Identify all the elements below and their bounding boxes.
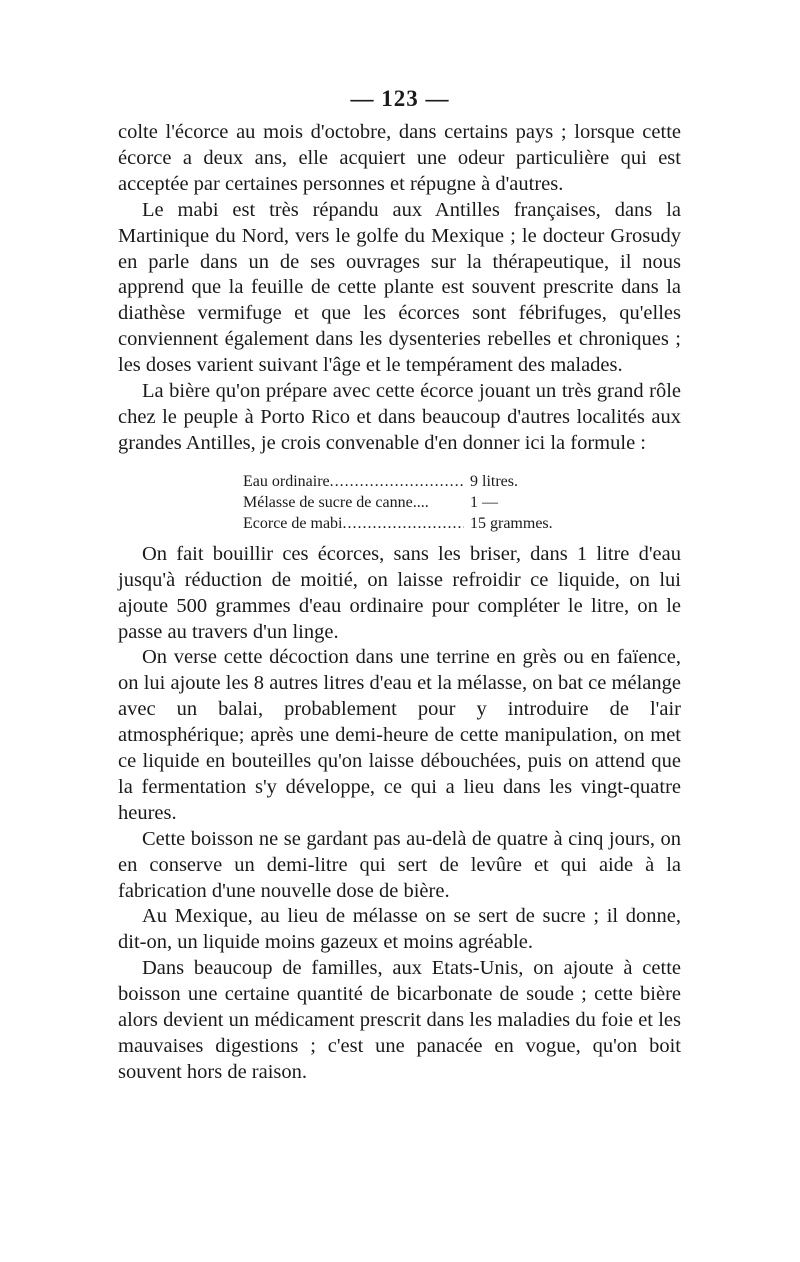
ingredient-name: Ecorce de mabi	[243, 514, 343, 532]
formula-row	[243, 513, 558, 534]
paragraph: Cette boisson ne se gardant pas au-delà de quatre à cinq jours, on en conserve un demi-litre qui sert de levûre et qui aide à la fabrication d'une nouvelle dose de bière.	[118, 827, 681, 902]
recipe-formula	[243, 471, 558, 534]
paragraph: Au Mexique, au lieu de mélasse on se sert de sucre ; il donne, dit-on, un liquide moins gazeux et moins agréable.	[118, 905, 681, 954]
paragraph: La bière qu'on prépare avec cette écorce jouant un très grand rôle chez le peuple à Porto Rico et dans beaucoup d'autres localités aux grandes Antilles, je crois convenable d'en donner ici la formule :	[118, 380, 681, 454]
formula-row	[243, 471, 558, 492]
paragraph: Dans beaucoup de familles, aux Etats-Unis, on ajoute à cette boisson une certaine quantité de bicarbonate de soude ; cette bière alors devient un médicament prescrit dans les maladies du foie et les mauvaises digestions ; c'est une panacée en vogue, qu'on boit souvent hors de raison.	[118, 957, 681, 1083]
leader-dots	[343, 513, 465, 534]
formula-row	[243, 492, 558, 513]
page-body	[118, 120, 681, 1086]
ingredient-name: Mélasse de sucre de canne....	[243, 493, 429, 511]
leader-dots	[330, 471, 464, 492]
ingredient-name: Eau ordinaire	[243, 472, 330, 490]
page-number: — 123 —	[350, 86, 450, 111]
ingredient-quantity: 1 —	[470, 493, 498, 511]
paragraph: colte l'écorce au mois d'octobre, dans certains pays ; lorsque cette écorce a deux ans, elle acquiert une odeur particulière qui est acceptée par certaines personnes et répugne à d'autres.	[118, 121, 681, 195]
ingredient-quantity: 9 litres.	[470, 472, 518, 490]
ingredient-quantity: 15 grammes.	[470, 514, 553, 532]
paragraph: On fait bouillir ces écorces, sans les briser, dans 1 litre d'eau jusqu'à réduction de moitié, on laisse refroidir ce liquide, on lui ajoute 500 grammes d'eau ordinaire pour compléter le litre, on le passe au travers d'un linge.	[118, 542, 681, 643]
paragraph: On verse cette décoction dans une terrine en grès ou en faïence, on lui ajoute les 8 autres litres d'eau et la mélasse, on bat ce mélange avec un balai, probablement pour y introduire de l'air atmosphérique; après une demi-heure de cette manipulation, on met ce liquide en bouteilles qu'on laisse débouchées, puis on attend que la fermentation s'y développe, ce qui a lieu dans les vingt-quatre heures.	[118, 646, 681, 824]
paragraph: Le mabi est très répandu aux Antilles françaises, dans la Martinique du Nord, vers le golfe du Mexique ; le docteur Grosudy en parle dans un de ses ouvrages sur la thérapeutique, il nous apprend que la feuille de cette plante est souvent prescrite dans la diathèse vermifuge et que les écorces sont fébrifuges, qu'elles conviennent également dans les dysenteries rebelles et chroniques ; les doses varient suivant l'âge et le tempérament des malades.	[118, 198, 681, 377]
